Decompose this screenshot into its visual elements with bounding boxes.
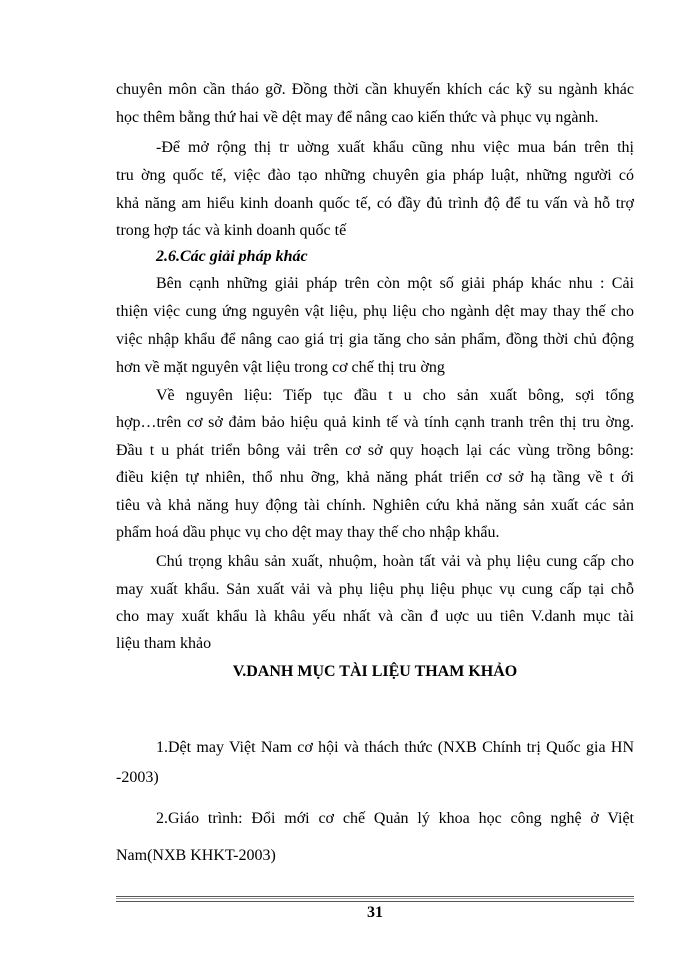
body-line: việc nhập khẩu để nâng cao giá trị gia tăng cho sản phẩm, đồng thời chủ động: [116, 331, 634, 348]
body-line: tiêu và khả năng huy động tài chính. Nghiên cứu khả năng sản xuất các sản: [116, 497, 634, 514]
section-heading: 2.6.Các giải pháp khác: [156, 248, 308, 265]
body-line: -Để mở rộng thị tr uờng xuất khẩu cũng nhu việc mua bán trên thị: [156, 139, 634, 156]
body-line: Bên cạnh những giải pháp trên còn một số giải pháp khác nhu : Cải: [156, 275, 634, 292]
body-line: tru ờng quốc tế, việc đào tạo những chuyên gia pháp luật, những người có: [116, 167, 634, 184]
body-line: hợp…trên cơ sở đảm bảo hiệu quả kinh tế và tính cạnh tranh trên thị tru ờng.: [116, 414, 634, 431]
body-line: thiện việc cung ứng nguyên vật liệu, phụ liệu cho ngành dệt may thay thế cho: [116, 303, 634, 320]
reference-item-cont: -2003): [116, 769, 159, 786]
body-line: trong hợp tác và kinh doanh quốc tế: [116, 222, 347, 239]
body-line: liệu tham khảo: [116, 635, 212, 652]
footer-rule: [116, 896, 634, 902]
reference-item: 1.Dệt may Việt Nam cơ hội và thách thức (NXB Chính trị Quốc gia HN: [156, 739, 634, 756]
body-line: cho may xuất khẩu là khâu yếu nhất và cần đ uợc uu tiên V.danh mục tài: [116, 608, 634, 625]
page-number: 31: [367, 904, 383, 921]
body-line: may xuất khẩu. Sản xuất vải và phụ liệu phụ liệu phục vụ cung cấp tại chỗ: [116, 581, 634, 598]
body-line: học thêm bằng thứ hai về dệt may để nâng cao kiến thức và phục vụ ngành.: [116, 109, 599, 126]
reference-item-cont: Nam(NXB KHKT-2003): [116, 847, 276, 864]
body-line: chuyên môn cần tháo gỡ. Đồng thời cần khuyến khích các kỹ su ngành khác: [116, 81, 634, 98]
body-line: hơn về mặt nguyên vật liệu trong cơ chế thị tru ờng: [116, 359, 445, 376]
reference-item: 2.Giáo trình: Đổi mới cơ chế Quản lý khoa học công nghệ ở Việt: [156, 810, 634, 827]
body-line: Chú trọng khâu sản xuất, nhuộm, hoàn tất vải và phụ liệu cung cấp cho: [156, 553, 634, 570]
body-line: Về nguyên liệu: Tiếp tục đầu t u cho sản xuất bông, sợi tổng: [156, 387, 634, 404]
body-line: khả năng am hiểu kinh doanh quốc tế, có đầy đủ trình độ để tu vấn và hỗ trợ: [116, 195, 634, 212]
body-line: Đầu t u phát triển bông vải trên cơ sở quy hoạch lại các vùng trồng bông:: [116, 442, 634, 459]
body-line: điều kiện tự nhiên, thổ nhu ỡng, khả năng phát triển cơ sở hạ tầng về t ới: [116, 469, 634, 486]
references-heading: V.DANH MỤC TÀI LIỆU THAM KHẢO: [232, 663, 518, 680]
body-line: phẩm hoá dầu phục vụ cho dệt may thay thế cho nhập khẩu.: [116, 524, 500, 541]
